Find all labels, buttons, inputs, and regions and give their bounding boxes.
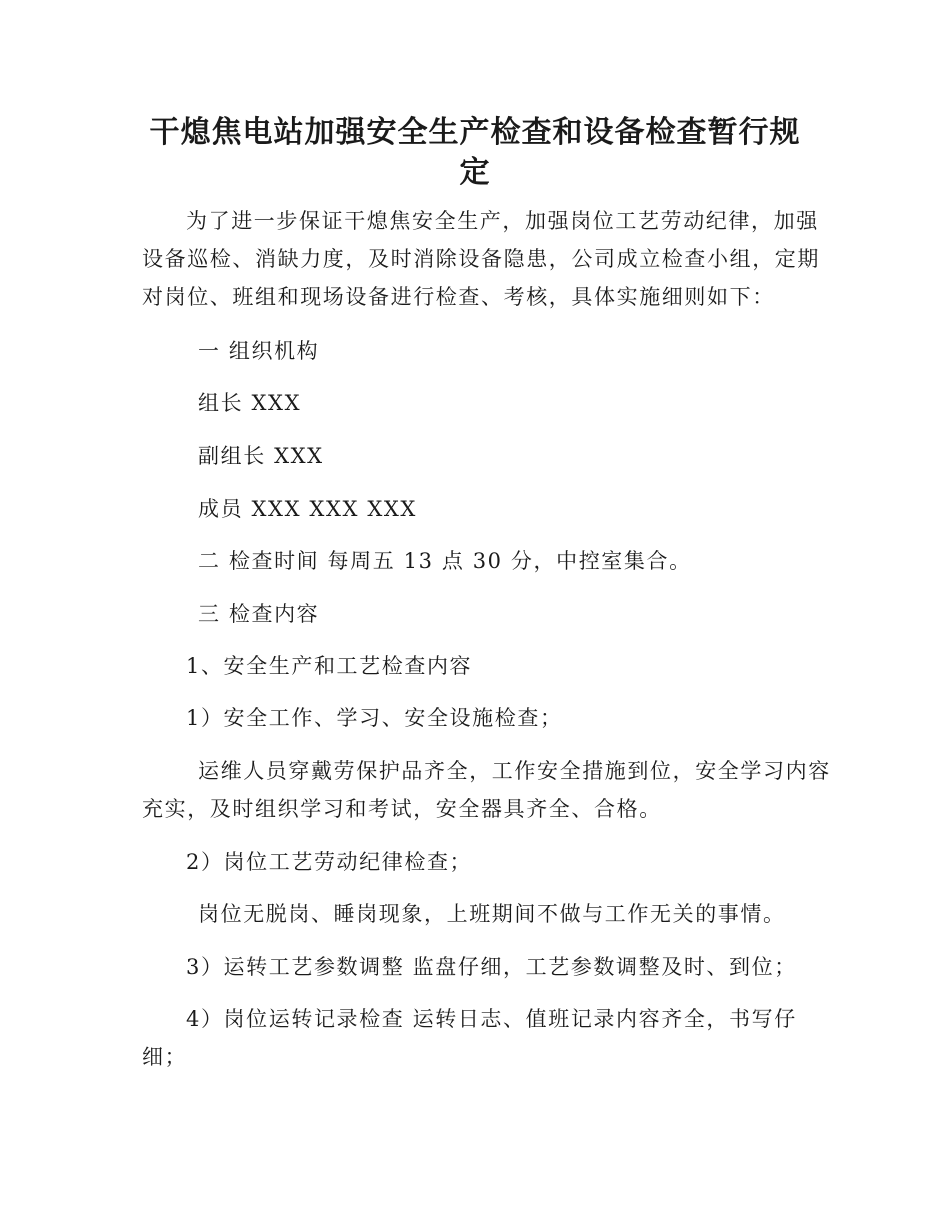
group-leader: 组长 XXX (198, 391, 302, 415)
sub-item-4-line-2: 细； (142, 1045, 188, 1069)
document-title-line-2: 定 (459, 155, 491, 190)
intro-line-1: 为了进一步保证干熄焦安全生产，加强岗位工艺劳动纪律，加强 (186, 209, 819, 233)
section-inspection-content-heading: 三 检查内容 (198, 602, 320, 626)
document-title-line-1: 干熄焦电站加强安全生产检查和设备检查暂行规 (149, 115, 801, 150)
intro-line-3: 对岗位、班组和现场设备进行检查、考核，具体实施细则如下： (142, 285, 775, 309)
sub-item-1: 1）安全工作、学习、安全设施检查； (186, 706, 563, 730)
group-members: 成员 XXX XXX XXX (198, 497, 417, 521)
sub-item-2-description: 岗位无脱岗、睡岗现象，上班期间不做与工作无关的事情。 (198, 902, 786, 926)
deputy-group-leader: 副组长 XXX (198, 444, 324, 468)
section-organization-heading: 一 组织机构 (198, 339, 320, 363)
item-safety-production: 1、安全生产和工艺检查内容 (186, 654, 473, 678)
sub-item-3: 3）运转工艺参数调整 监盘仔细，工艺参数调整及时、到位； (186, 955, 797, 979)
sub-item-2: 2）岗位工艺劳动纪律检查； (186, 850, 473, 874)
sub-item-1-description-line-2: 充实，及时组织学习和考试，安全器具齐全、合格。 (142, 797, 662, 821)
section-inspection-time: 二 检查时间 每周五 13 点 30 分，中控室集合。 (198, 549, 692, 573)
sub-item-4-line-1: 4）岗位运转记录检查 运转日志、值班记录内容齐全，书写仔 (186, 1007, 797, 1031)
intro-line-2: 设备巡检、消缺力度，及时消除设备隐患，公司成立检查小组，定期 (142, 247, 820, 271)
sub-item-1-description-line-1: 运维人员穿戴劳保护品齐全，工作安全措施到位，安全学习内容 (198, 759, 831, 783)
